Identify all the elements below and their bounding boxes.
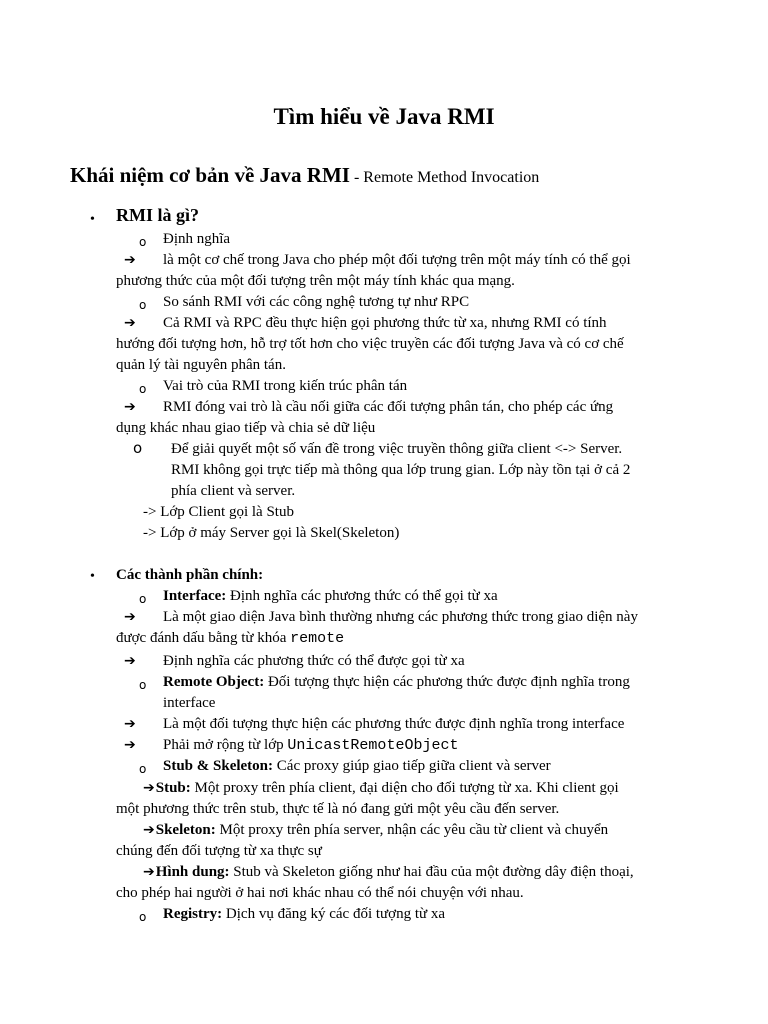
circle-marker: o (139, 762, 147, 776)
document-title: Tìm hiểu về Java RMI (273, 104, 495, 129)
interface-label: Interface: (163, 588, 227, 604)
interface-detail-2 (116, 628, 344, 649)
compare-line-1: Cả RMI và RPC đều thực hiện gọi phương thức từ xa, nhưng RMI có tính (163, 315, 607, 331)
stub-skeleton-text: Các proxy giúp giao tiếp giữa client và server (273, 758, 551, 774)
interface-detail-2-text: được đánh dấu bằng từ khóa (116, 630, 291, 646)
stub-item (143, 778, 619, 799)
remote-object-item (163, 672, 630, 693)
arrow-icon: ➔ (143, 864, 155, 880)
visualize-item (143, 862, 634, 883)
bullet-marker: • (90, 569, 95, 584)
skeleton-item (143, 820, 608, 841)
skeleton-note: -> Lớp ở máy Server gọi là Skel(Skeleton) (143, 525, 400, 541)
circle-marker: o (139, 678, 147, 692)
remote-object-detail-2-text: Phải mở rộng từ lớp (163, 737, 288, 753)
registry-item (163, 904, 445, 925)
note-line-1: Để giải quyết một số vấn đề trong việc truyền thông giữa client <-> Server. (171, 441, 623, 457)
compare-line-3: quản lý tài nguyên phân tán. (116, 357, 286, 373)
arrow-icon: ➔ (124, 737, 136, 753)
arrow-icon: ➔ (124, 252, 136, 268)
circle-marker: o (139, 592, 147, 606)
skeleton-text: Một proxy trên phía server, nhận các yêu cầu từ client và chuyển (215, 822, 609, 838)
bullet-marker: • (90, 212, 95, 227)
interface-detail-3: Định nghĩa các phương thức có thể được gọi từ xa (163, 653, 465, 669)
stub-skeleton-item (163, 756, 551, 777)
skeleton-text-2: chúng đến đối tượng từ xa thực sự (116, 843, 322, 859)
arrow-icon: ➔ (124, 315, 136, 331)
circle-marker: o (139, 235, 147, 249)
definition-label: Định nghĩa (163, 231, 231, 247)
compare-label: So sánh RMI với các công nghệ tương tự như RPC (163, 294, 470, 310)
arrow-icon: ➔ (124, 653, 136, 669)
remote-keyword: remote (290, 630, 345, 647)
note-line-3: phía client và server. (171, 483, 296, 499)
stub-label: Stub: (155, 780, 191, 796)
skeleton-label: Skeleton: (155, 822, 216, 838)
role-line-1: RMI đóng vai trò là cầu nối giữa các đối tượng phân tán, cho phép các ứng (163, 399, 614, 415)
stub-text-2: một phương thức trên stub, thực tế là nó đang gửi một yêu cầu đến server. (116, 801, 560, 817)
arrow-icon: ➔ (124, 399, 136, 415)
arrow-icon: ➔ (124, 716, 136, 732)
visualize-text-2: cho phép hai người ở hai nơi khác nhau có thể nói chuyện với nhau. (116, 885, 524, 901)
note-line-2: RMI không gọi trực tiếp mà thông qua lớp trung gian. Lớp này tồn tại ở cả 2 (171, 462, 631, 478)
circle-marker: o (139, 298, 147, 312)
remote-object-detail-1: Là một đối tượng thực hiện các phương thức được định nghĩa trong interface (163, 716, 625, 732)
registry-label: Registry: (163, 906, 223, 922)
circle-marker: o (139, 910, 147, 924)
definition-line-2: phương thức của một đối tượng trên một máy tính khác qua mạng. (116, 273, 515, 289)
visualize-label: Hình dung: (155, 864, 230, 880)
arrow-icon: ➔ (143, 780, 155, 796)
rmi-question-heading: RMI là gì? (116, 205, 199, 225)
definition-line-1: là một cơ chế trong Java cho phép một đối tượng trên một máy tính có thể gọi (163, 252, 631, 268)
arrow-icon: ➔ (143, 822, 155, 838)
stub-text: Một proxy trên phía client, đại diện cho đối tượng từ xa. Khi client gọi (190, 780, 619, 796)
stub-skeleton-label: Stub & Skeleton: (163, 758, 274, 774)
role-line-2: dụng khác nhau giao tiếp và chia sẻ dữ liệu (116, 420, 376, 436)
registry-text: Dịch vụ đăng ký các đối tượng từ xa (222, 906, 446, 922)
components-heading: Các thành phần chính: (116, 567, 264, 583)
role-label: Vai trò của RMI trong kiến trúc phân tán (163, 378, 408, 394)
interface-item (163, 586, 498, 607)
section-heading (70, 161, 539, 192)
heading-main: Khái niệm cơ bản về Java RMI (70, 163, 350, 187)
circle-marker: o (133, 439, 143, 457)
remote-object-label: Remote Object: (163, 674, 265, 690)
remote-object-text: Đối tượng thực hiện các phương thức được định nghĩa trong (264, 674, 630, 690)
interface-detail-1: Là một giao diện Java bình thường nhưng các phương thức trong giao diện này (163, 609, 638, 625)
unicast-keyword: UnicastRemoteObject (287, 737, 459, 754)
heading-separator: - (349, 169, 364, 186)
interface-text: Định nghĩa các phương thức có thể gọi từ xa (226, 588, 498, 604)
circle-marker: o (139, 382, 147, 396)
visualize-text: Stub và Skeleton giống như hai đầu của một đường dây điện thoại, (229, 864, 634, 880)
arrow-icon: ➔ (124, 609, 136, 625)
compare-line-2: hướng đối tượng hơn, hỗ trợ tốt hơn cho việc truyền các đối tượng Java và có cơ chế (116, 336, 624, 352)
heading-subtitle: Remote Method Invocation (363, 169, 540, 186)
stub-note: -> Lớp Client gọi là Stub (143, 504, 294, 520)
remote-object-detail-2 (163, 735, 458, 756)
remote-object-text-2: interface (163, 695, 216, 711)
